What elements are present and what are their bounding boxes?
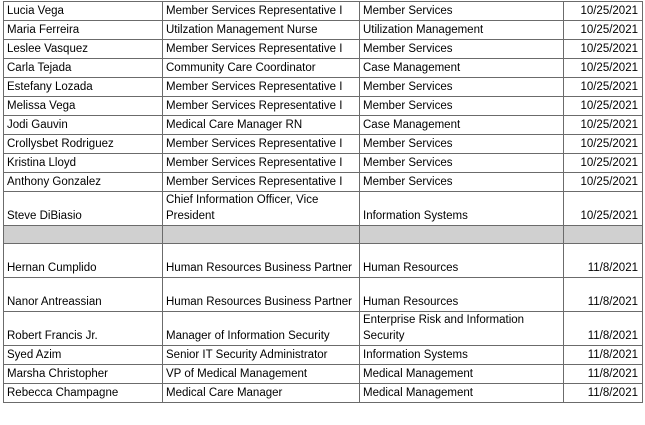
cell-department[interactable]: Human Resources (360, 244, 564, 278)
cell-date[interactable]: 10/25/2021 (564, 59, 643, 78)
cell-job-title[interactable]: Human Resources Business Partner (163, 278, 360, 312)
cell-date[interactable]: 10/25/2021 (564, 173, 643, 192)
table-row (4, 116, 643, 135)
cell-name[interactable]: Nanor Antreassian (4, 278, 163, 312)
cell-date[interactable]: 10/25/2021 (564, 97, 643, 116)
cell-name[interactable]: Syed Azim (4, 346, 163, 365)
table-row (4, 78, 643, 97)
cell-job-title[interactable]: Member Services Representative I (163, 97, 360, 116)
cell-empty[interactable] (564, 226, 643, 244)
cell-job-title[interactable]: Manager of Information Security (163, 312, 360, 346)
cell-job-title[interactable]: Member Services Representative I (163, 173, 360, 192)
cell-date[interactable]: 10/25/2021 (564, 2, 643, 21)
cell-empty[interactable] (4, 226, 163, 244)
table-row (4, 312, 643, 346)
cell-department[interactable]: Medical Management (360, 365, 564, 384)
table-row (4, 40, 643, 59)
cell-job-title[interactable]: Utilzation Management Nurse (163, 21, 360, 40)
cell-department[interactable]: Information Systems (360, 346, 564, 365)
cell-department[interactable]: Member Services (360, 2, 564, 21)
table-row (4, 173, 643, 192)
cell-department[interactable]: Member Services (360, 154, 564, 173)
table-row (4, 21, 643, 40)
cell-job-title[interactable]: Member Services Representative I (163, 78, 360, 97)
cell-job-title[interactable]: Human Resources Business Partner (163, 244, 360, 278)
cell-date[interactable]: 10/25/2021 (564, 135, 643, 154)
cell-empty[interactable] (360, 226, 564, 244)
table-row (4, 384, 643, 403)
cell-department[interactable]: Human Resources (360, 278, 564, 312)
cell-date[interactable]: 10/25/2021 (564, 192, 643, 226)
cell-department[interactable]: Case Management (360, 59, 564, 78)
spreadsheet-body (4, 2, 643, 403)
table-row (4, 154, 643, 173)
cell-department[interactable]: Information Systems (360, 192, 564, 226)
cell-name[interactable]: Maria Ferreira (4, 21, 163, 40)
cell-department[interactable]: Case Management (360, 116, 564, 135)
cell-date[interactable]: 11/8/2021 (564, 365, 643, 384)
cell-department[interactable]: Medical Management (360, 384, 564, 403)
cell-name[interactable]: Steve DiBiasio (4, 192, 163, 226)
cell-date[interactable]: 11/8/2021 (564, 278, 643, 312)
cell-job-title[interactable]: Community Care Coordinator (163, 59, 360, 78)
cell-department[interactable]: Member Services (360, 135, 564, 154)
cell-name[interactable]: Lucia Vega (4, 2, 163, 21)
cell-department[interactable]: Member Services (360, 78, 564, 97)
cell-job-title[interactable]: Medical Care Manager (163, 384, 360, 403)
cell-job-title[interactable]: Medical Care Manager RN (163, 116, 360, 135)
table-row (4, 135, 643, 154)
table-row (4, 2, 643, 21)
cell-date[interactable]: 11/8/2021 (564, 312, 643, 346)
cell-date[interactable]: 11/8/2021 (564, 384, 643, 403)
table-row (4, 59, 643, 78)
cell-name[interactable]: Marsha Christopher (4, 365, 163, 384)
cell-name[interactable]: Rebecca Champagne (4, 384, 163, 403)
cell-name[interactable]: Melissa Vega (4, 97, 163, 116)
separator-row (4, 226, 643, 244)
cell-job-title[interactable]: Member Services Representative I (163, 2, 360, 21)
cell-empty[interactable] (163, 226, 360, 244)
table-row (4, 97, 643, 116)
cell-department[interactable]: Member Services (360, 173, 564, 192)
cell-job-title[interactable]: Member Services Representative I (163, 154, 360, 173)
table-row (4, 278, 643, 312)
cell-name[interactable]: Robert Francis Jr. (4, 312, 163, 346)
table-row (4, 244, 643, 278)
cell-job-title[interactable]: VP of Medical Management (163, 365, 360, 384)
cell-department[interactable]: Utilization Management (360, 21, 564, 40)
cell-date[interactable]: 11/8/2021 (564, 244, 643, 278)
cell-name[interactable]: Hernan Cumplido (4, 244, 163, 278)
cell-job-title[interactable]: Member Services Representative I (163, 40, 360, 59)
cell-date[interactable]: 10/25/2021 (564, 154, 643, 173)
cell-department[interactable]: Enterprise Risk and Information Security (360, 312, 564, 346)
table-row (4, 346, 643, 365)
cell-name[interactable]: Jodi Gauvin (4, 116, 163, 135)
cell-department[interactable]: Member Services (360, 40, 564, 59)
table-row (4, 192, 643, 226)
cell-date[interactable]: 10/25/2021 (564, 40, 643, 59)
cell-name[interactable]: Leslee Vasquez (4, 40, 163, 59)
cell-name[interactable]: Carla Tejada (4, 59, 163, 78)
cell-name[interactable]: Crollysbet Rodriguez (4, 135, 163, 154)
cell-date[interactable]: 10/25/2021 (564, 78, 643, 97)
cell-name[interactable]: Anthony Gonzalez (4, 173, 163, 192)
cell-department[interactable]: Member Services (360, 97, 564, 116)
cell-name[interactable]: Kristina Lloyd (4, 154, 163, 173)
spreadsheet-grid (3, 1, 643, 403)
cell-date[interactable]: 10/25/2021 (564, 116, 643, 135)
table-row (4, 365, 643, 384)
cell-job-title[interactable]: Member Services Representative I (163, 135, 360, 154)
cell-job-title[interactable]: Chief Information Officer, Vice President (163, 192, 360, 226)
cell-job-title[interactable]: Senior IT Security Administrator (163, 346, 360, 365)
cell-date[interactable]: 11/8/2021 (564, 346, 643, 365)
cell-date[interactable]: 10/25/2021 (564, 21, 643, 40)
cell-name[interactable]: Estefany Lozada (4, 78, 163, 97)
